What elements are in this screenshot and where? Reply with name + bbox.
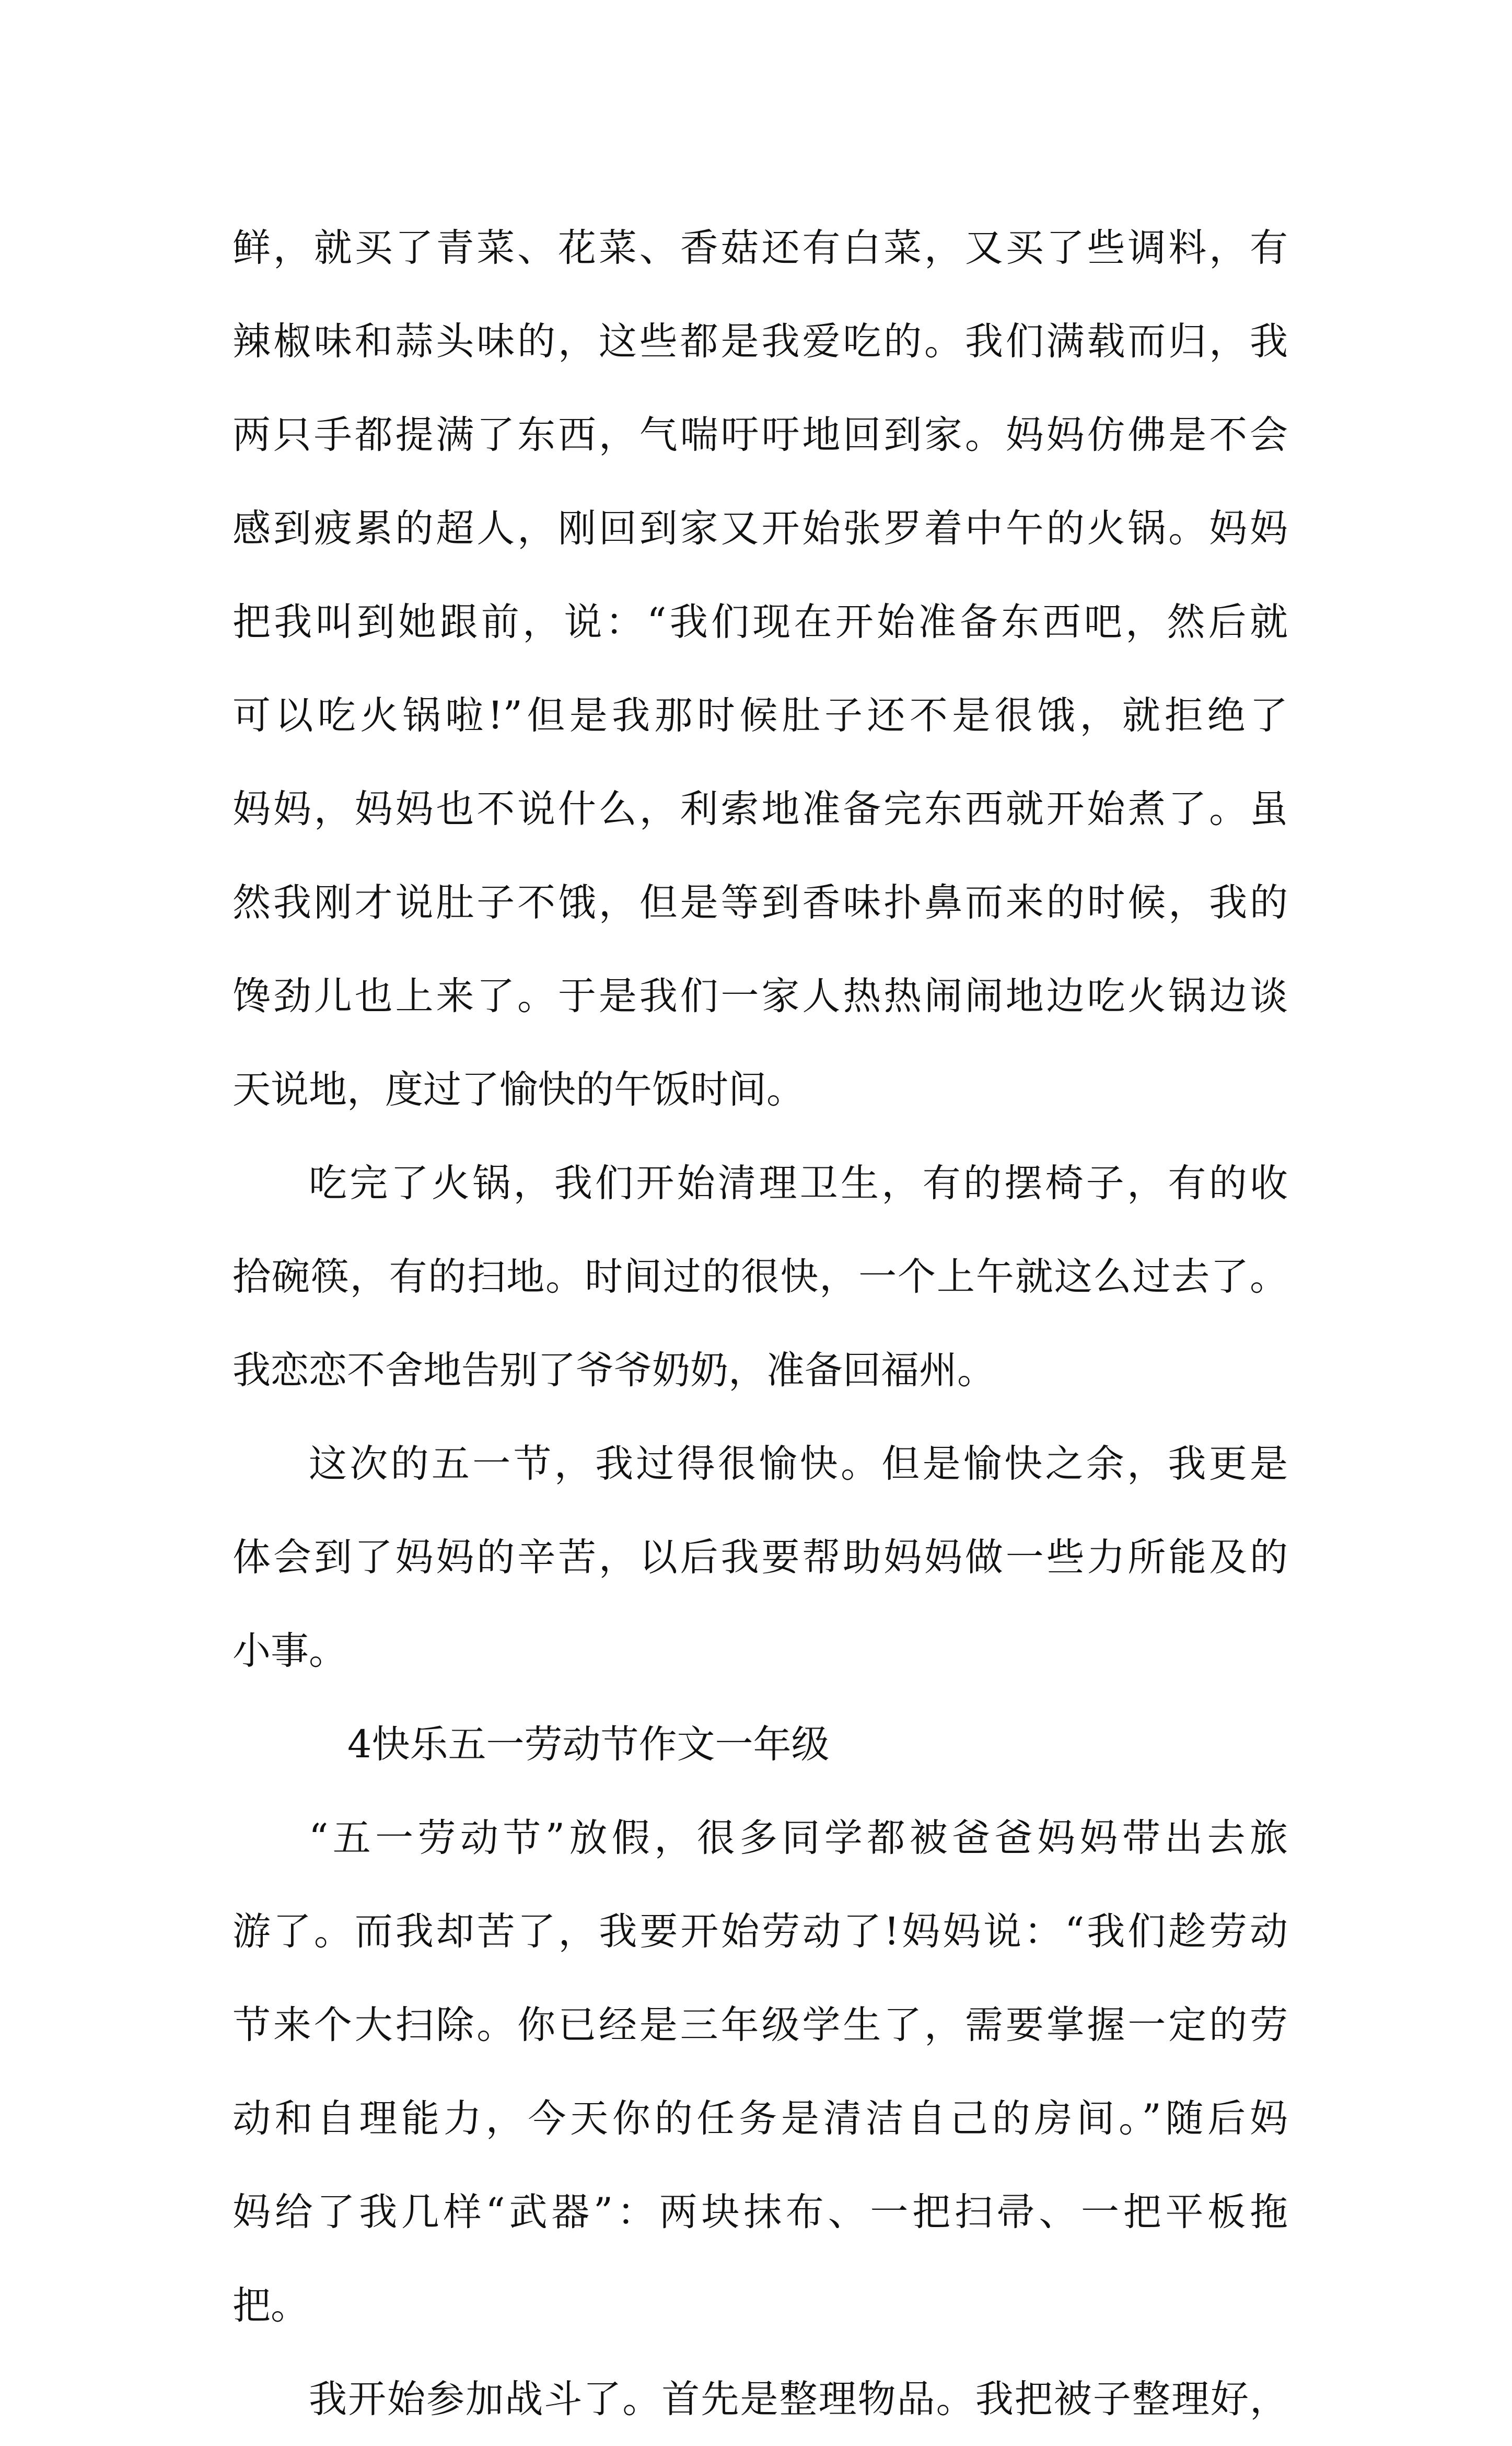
text-line: 动和自理能力，今天你的任务是清洁自己的房间。”随后妈 (232, 2096, 1288, 2141)
text-line: 这次的五一节，我过得很愉快。但是愉快之余，我更是 (309, 1442, 1288, 1486)
text-line: 把我叫到她跟前，说：“我们现在开始准备东西吧，然后就 (232, 600, 1288, 644)
text-line: 把。 (232, 2283, 309, 2328)
text-line: 拾碗筷，有的扫地。时间过的很快，一个上午就这么过去了。 (232, 1255, 1288, 1299)
text-line: 小事。 (232, 1629, 347, 1673)
text-line: 游了。而我却苦了，我要开始劳动了!妈妈说：“我们趁劳动 (232, 1909, 1288, 1954)
text-line: 然我刚才说肚子不饿，但是等到香味扑鼻而来的时候，我的 (232, 880, 1288, 925)
text-line: “五一劳动节”放假，很多同学都被爸爸妈妈带出去旅 (309, 1816, 1288, 1860)
text-line: 感到疲累的超人，刚回到家又开始张罗着中午的火锅。妈妈 (232, 506, 1288, 551)
text-line: 我开始参加战斗了。首先是整理物品。我把被子整理好， (309, 2377, 1288, 2421)
text-line: 吃完了火锅，我们开始清理卫生，有的摆椅子，有的收 (309, 1161, 1288, 1205)
text-line: 妈给了我几样“武器”：两块抹布、一把扫帚、一把平板拖 (232, 2190, 1288, 2234)
text-line: 天说地，度过了愉快的午饭时间。 (232, 1068, 805, 1112)
text-line: 我恋恋不舍地告别了爷爷奶奶，准备回福州。 (232, 1348, 995, 1393)
text-line: 鲜，就买了青菜、花菜、香菇还有白菜，又买了些调料，有 (232, 226, 1288, 270)
section-heading: 4快乐五一劳动节作文一年级 (347, 1722, 830, 1767)
text-line: 体会到了妈妈的辛苦，以后我要帮助妈妈做一些力所能及的 (232, 1535, 1288, 1580)
text-line: 辣椒味和蒜头味的，这些都是我爱吃的。我们满载而归，我 (232, 319, 1288, 364)
text-line: 两只手都提满了东西，气喘吁吁地回到家。妈妈仿佛是不会 (232, 413, 1288, 457)
text-line: 妈妈，妈妈也不说什么，利索地准备完东西就开始煮了。虽 (232, 787, 1288, 831)
text-line: 馋劲儿也上来了。于是我们一家人热热闹闹地边吃火锅边谈 (232, 974, 1288, 1018)
essay-body (232, 201, 1288, 2446)
text-line: 节来个大扫除。你已经是三年级学生了，需要掌握一定的劳 (232, 2003, 1288, 2047)
text-line: 可以吃火锅啦!”但是我那时候肚子还不是很饿，就拒绝了 (232, 693, 1288, 738)
